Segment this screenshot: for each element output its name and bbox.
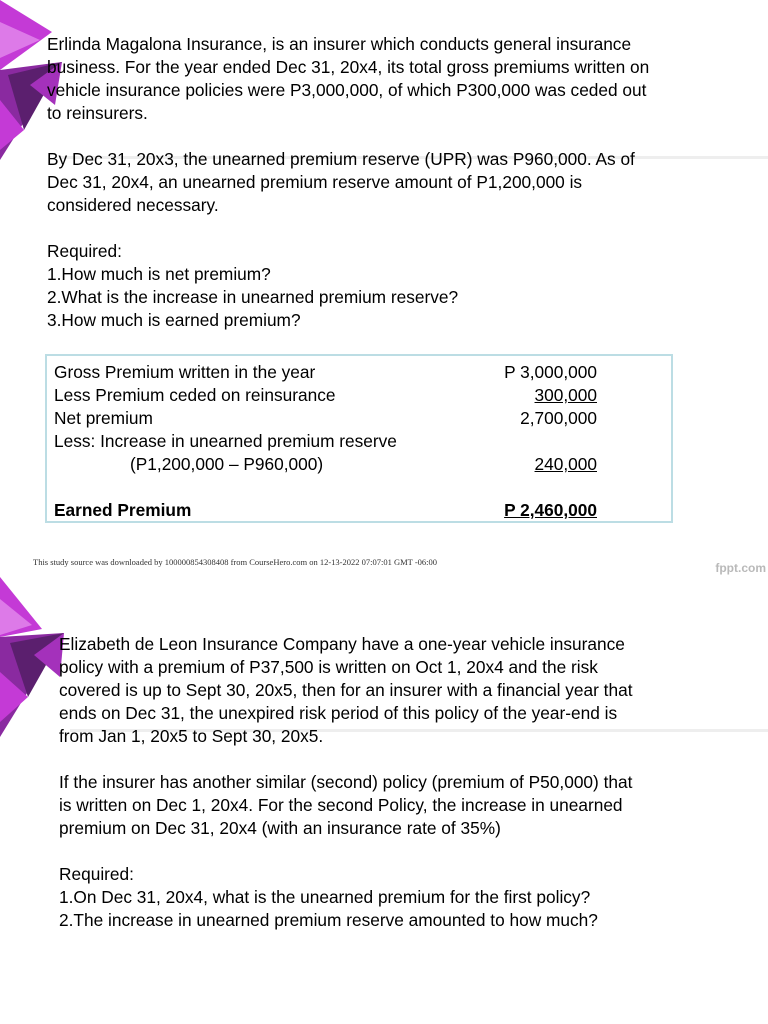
required-list [59, 886, 759, 932]
earned-premium-value: P 2,460,000 [504, 500, 597, 520]
problem-context: If the insurer has another similar (second) policy (premium of P50,000) that is written on Dec 1, 20x4. For the second Policy, the increase in unearned premium on Dec 31, 20x4 (with an insurance rate of 35%) [59, 772, 633, 838]
increase-upr-detail: (P1,200,000 – P960,000) [130, 454, 324, 474]
ceded-premium-label: Less Premium ceded on reinsurance [54, 385, 336, 405]
required-heading: Required: [59, 864, 134, 884]
brand-watermark: fppt.com [715, 561, 766, 575]
solution-box [45, 354, 673, 523]
increase-upr-value: 240,000 [534, 454, 597, 474]
required-heading: Required: [47, 241, 122, 261]
list-item: 3.How much is earned premium? [47, 310, 301, 330]
increase-upr-label: Less: Increase in unearned premium reserve [54, 431, 397, 451]
problem-statement: Erlinda Magalona Insurance, is an insurer which conducts general insurance business. For the year ended Dec 31, 20x4, its total gross premiums written on vehicle insurance policies were P3,000,000, of which P300,000 was ceded out to reinsurers. [47, 34, 650, 123]
problem-context: By Dec 31, 20x3, the unearned premium reserve (UPR) was P960,000. As of Dec 31, 20x4, an unearned premium reserve amount of P1,200,000 is considered necessary. [47, 149, 635, 215]
problem-statement: Elizabeth de Leon Insurance Company have a one-year vehicle insurance policy with a premium of P37,500 is written on Oct 1, 20x4 and the risk covered is up to Sept 30, 20x5, then for an insurer with a financial year that ends on Dec 31, the unexpired risk period of this policy of the year-end is from Jan 1, 20x5 to Sept 30, 20x5. [59, 634, 633, 746]
slide-2 [0, 578, 768, 1024]
gross-premium-label: Gross Premium written in the year [54, 362, 316, 382]
ceded-premium-value: 300,000 [534, 385, 597, 405]
list-item: 2.The increase in unearned premium reserve amounted to how much? [59, 910, 598, 930]
download-source-note: This study source was downloaded by 100000854308408 from CourseHero.com on 12-13-2022 07:07:01 GMT -06:00 [33, 557, 438, 567]
list-item: 1.How much is net premium? [47, 264, 271, 284]
required-list [47, 263, 747, 332]
earned-premium-label: Earned Premium [54, 500, 192, 520]
gross-premium-value: P 3,000,000 [504, 362, 597, 382]
list-item: 1.On Dec 31, 20x4, what is the unearned premium for the first policy? [59, 887, 591, 907]
net-premium-label: Net premium [54, 408, 153, 428]
net-premium-value: 2,700,000 [520, 408, 597, 428]
list-item: 2.What is the increase in unearned premium reserve? [47, 287, 459, 307]
